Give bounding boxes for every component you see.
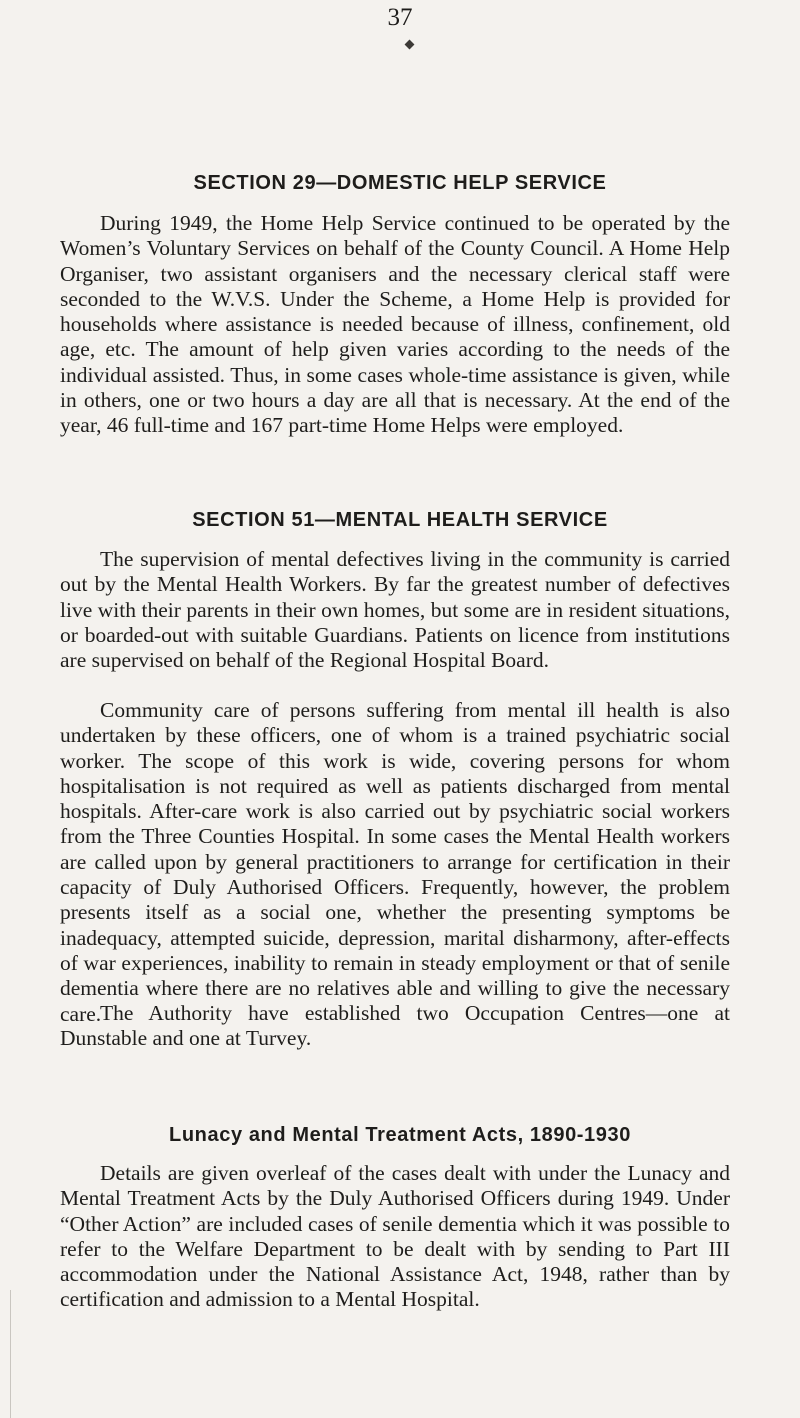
lunacy-acts-paragraph: Details are given overleaf of the cases dealt with under the Lunacy and Mental Treatment Acts by the Duly Authorised Officers during 1949. Under “Other Action” are included cases of senile dementia which it was possible to refer to the Welfare Department to be dealt with by sending to Part III accommodation under the National Assistance Act, 1948, rather than by certification and admission to a Mental Hospital. (60, 1161, 730, 1312)
page-number: 37 (387, 4, 413, 31)
lunacy-acts-heading: Lunacy and Mental Treatment Acts, 1890-1930 (169, 1124, 631, 1146)
section-29-heading: SECTION 29—DOMESTIC HELP SERVICE (193, 172, 607, 194)
section-51-heading: SECTION 51—MENTAL HEALTH SERVICE (192, 509, 608, 531)
section-51-paragraph-1: The supervision of mental defectives living in the community is carried out by the Mental Health Workers. By far the greatest number of defectives live with their parents in their own homes, but some are in resident situations, or boarded-out with suitable Guardians. Patients on licence from institutions are supervised on behalf of the Regional Hospital Board. (60, 547, 730, 673)
section-29-paragraph: During 1949, the Home Help Service continued to be operated by the Women’s Voluntary Services on behalf of the County Council. A Home Help Organiser, two assistant organisers and the necessary clerical staff were seconded to the W.V.S. Under the Scheme, a Home Help is provided for households where assistance is needed because of illness, confinement, old age, etc. The amount of help given varies according to the needs of the individual assisted. Thus, in some cases whole-time assistance is given, while in others, one or two hours a day are all that is necessary. At the end of the year, 46 full-time and 167 part-time Home Helps were employed. (60, 211, 730, 438)
bullet-mark (405, 40, 415, 50)
page-edge-line (10, 1290, 11, 1418)
section-51-paragraph-3: The Authority have established two Occupation Centres—one at Dunstable and one at Turvey. (60, 1001, 730, 1051)
section-51-paragraph-2: Community care of persons suffering from mental ill health is also undertaken by these officers, one of whom is a trained psychiatric social worker. The scope of this work is wide, covering persons for whom hospitalisation is not required as well as patients discharged from mental hospitals. After-care work is also carried out by psychiatric social workers from the Three Counties Hospital. In some cases the Mental Health workers are called upon by general practitioners to arrange for certification in their capacity of Duly Authorised Officers. Frequently, however, the problem presents itself as a social one, whether the presenting symptoms be inadequacy, attempted suicide, depression, marital disharmony, after-effects of war experiences, inability to remain in steady employment or that of senile dementia where there are no relatives able and willing to give the necessary care. (60, 698, 730, 1026)
